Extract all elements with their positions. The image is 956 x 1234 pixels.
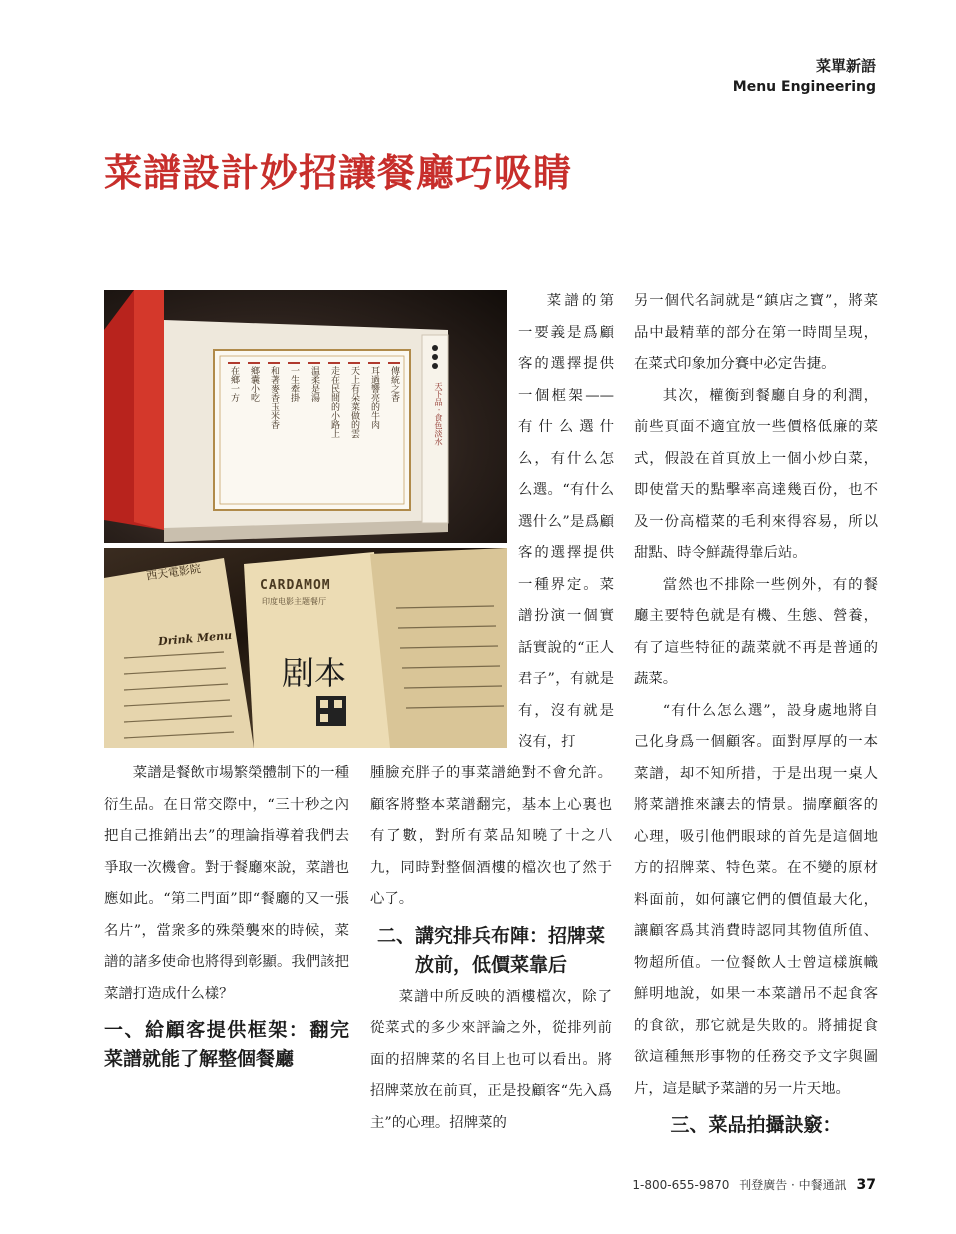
- menu-book-item: 傳統之香: [388, 362, 400, 498]
- cafe-side-heading: Drink Menu: [157, 628, 233, 649]
- menu-book-item: 耳過響亮的牛肉: [368, 362, 380, 498]
- cafe-brand-sub: 印度电影主题餐厅: [262, 597, 326, 606]
- section-heading-1: 一、給顧客提供框架：翻完菜譜就能了解整個餐廳: [104, 1019, 349, 1070]
- intro-paragraph: 菜譜是餐飲市場繁榮體制下的一種衍生品。在日常交際中，“三十秒之內把自己推銷出去”的理論指導着我們去爭取一次機會。對于餐廳來說，菜譜也應如此。“第二門面”即“餐廳的又一張名片”，當衆多的殊榮襲來的時候，菜譜的諸多使命也將得到彰顯。我們該把菜譜打造成什么樣？: [104, 765, 349, 1002]
- menu-book-item: 走在民間的小路上: [328, 362, 340, 498]
- cafe-side-title: 西天電影院: [145, 562, 202, 583]
- paragraph: 腫臉充胖子的事菜譜絶對不會允許。顧客將整本菜譜翻完，基本上心裏也有了數，對所有菜品知曉了十之八九，同時對整個酒樓的檔次也了然于心了。: [370, 765, 612, 907]
- section-title-en: Menu Engineering: [732, 79, 876, 95]
- menu-book-item: 鄉囊小吃: [248, 362, 260, 498]
- paragraph: 另一個代名詞就是“鎮店之寶”，將菜品中最精華的部分在第一時間呈現，在菜式印象加分賽中必定告捷。: [634, 293, 878, 372]
- paragraph: “有什么怎么選”，設身處地將自己化身爲一個顧客。面對厚厚的一本菜譜，却不知所措，于是出現一桌人將菜譜推來讓去的情景。揣摩顧客的心理，吸引他們眼球的首先是這個地方的招牌菜、特色菜。在不變的原材料面前，如何讓它們的價值最大化，讓顧客爲其消費時認同其物值所值、物超所值。一位餐飲人士曾這樣旗幟鮮明地說，如果一本菜譜吊不起食客的食欲，那它就是失敗的。將捕捉食欲這種無形事物的任務交予文字與圖片，這是賦予菜譜的另一片天地。: [634, 702, 878, 1097]
- page-footer: [632, 1176, 876, 1193]
- menu-spine-text: 天下品 · 食色淡水: [434, 382, 443, 446]
- cafe-brand: CARDAMOM: [260, 578, 331, 593]
- menu-book-item: 和著麥香玉米香: [268, 362, 280, 498]
- text-column-a-bottom: [104, 758, 349, 1076]
- menu-item-list: [228, 362, 400, 502]
- footer-publication: 刊登廣告 · 中餐通訊: [739, 1178, 847, 1192]
- paragraph: 菜譜的第一要義是爲顧客的選擇提供一個框架——有什么選什么，有什么怎么選。“有什么選什么”是爲顧客的選擇提供一種界定。菜譜扮演一個實話實說的“正人君子”，有就是有，沒有就是沒有，打: [518, 293, 614, 750]
- cafe-script-word: 剧本: [282, 654, 347, 692]
- menu-book-item: 天上有朵菜做的雲: [348, 362, 360, 498]
- paragraph: 菜譜中所反映的酒樓檔次，除了從菜式的多少來評論之外，從排列前面的招牌菜的名目上也可以看出。將招牌菜放在前頁，正是投顧客“先入爲主”的心理。招牌菜的: [370, 988, 612, 1131]
- text-column-c: [634, 286, 878, 1142]
- article-title: 菜譜設計妙招讓餐廳巧吸睛: [104, 150, 573, 195]
- section-tag: [733, 56, 876, 98]
- paragraph: 其次，權衡到餐廳自身的利潤，前些頁面不適宜放一些價格低廉的菜式，假設在首頁放上一個小炒白菜，即使當天的點擊率高達幾百份，也不及一份高檔菜的毛利來得容易，所以甜點、時令鮮蔬得靠后站。: [634, 387, 878, 561]
- text-column-b: [370, 758, 612, 1139]
- text-column-a-top: [518, 286, 614, 759]
- menu-book-item: 在鄉一方: [228, 362, 240, 498]
- section-title-zh: 菜單新語: [815, 57, 876, 75]
- menu-book-item: 一生牽掛: [288, 362, 300, 498]
- page-number: 37: [856, 1177, 876, 1193]
- section-heading-2: 二、講究排兵布陣：招牌菜放前，低價菜靠后: [376, 924, 605, 976]
- section-heading-3: 三、菜品拍攝訣竅：: [670, 1114, 842, 1136]
- cafe-menu-photo: [104, 548, 507, 748]
- paragraph: 當然也不排除一些例外，有的餐廳主要特色就是有機、生態、營養，有了這些特征的蔬菜就不再是普通的蔬菜。: [634, 576, 878, 687]
- footer-phone: 1-800-655-9870: [632, 1178, 730, 1192]
- menu-book-item: 温柔是湯: [308, 362, 320, 498]
- menu-book-photo: [104, 290, 507, 543]
